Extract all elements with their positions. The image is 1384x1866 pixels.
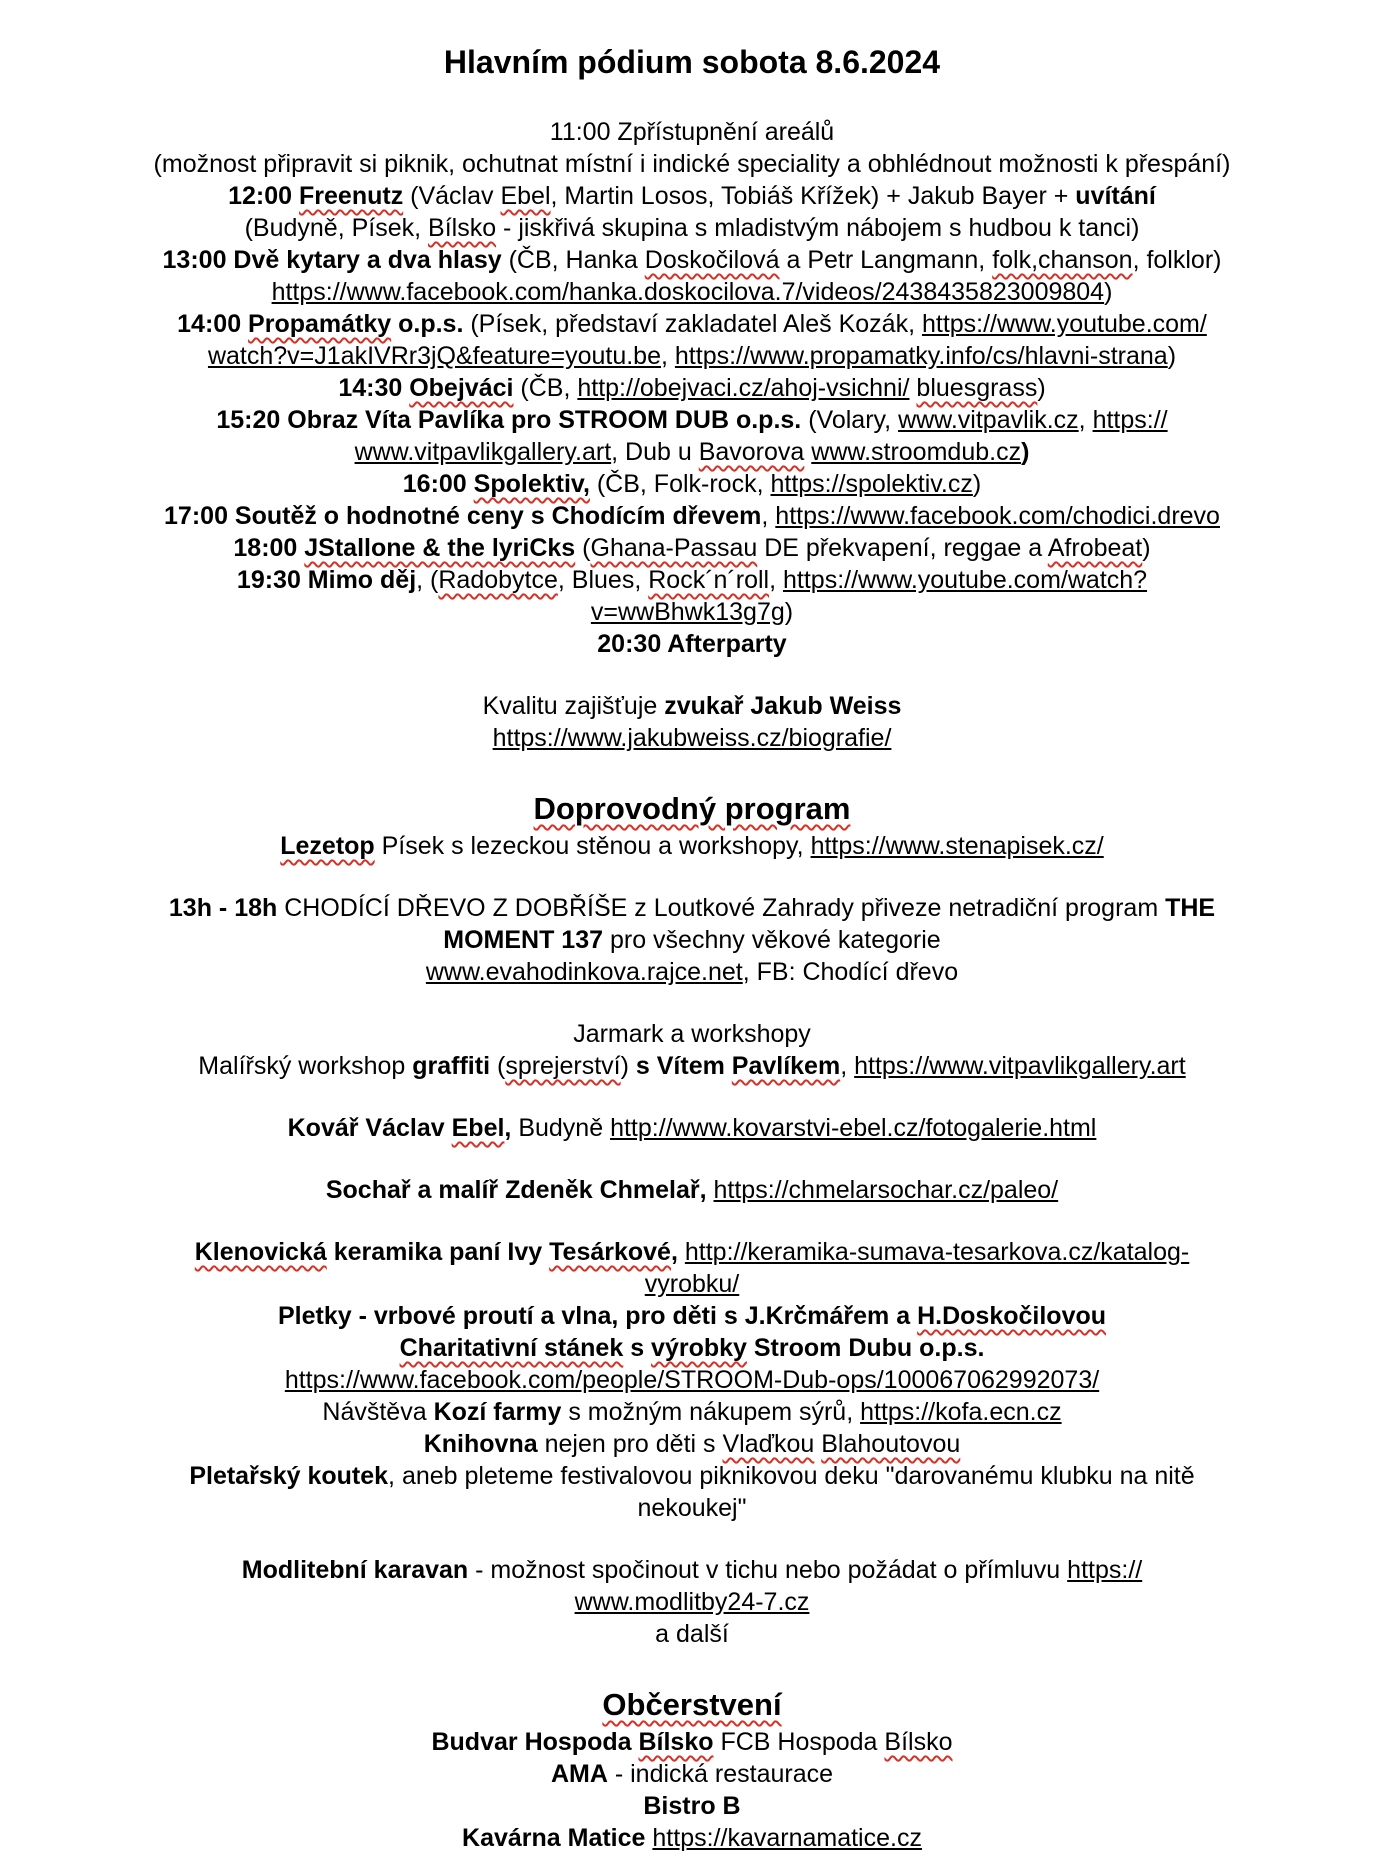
link[interactable]: https://spolektiv.cz xyxy=(770,470,973,498)
food-line: AMA - indická restaurace xyxy=(550,1760,834,1788)
link[interactable]: https://chmelarsochar.cz/paleo/ xyxy=(713,1176,1059,1204)
program-line: Jarmark a workshopy xyxy=(573,1020,811,1048)
program-line xyxy=(60,1586,1324,1618)
schedule-line: 14:30 Obejváci (ČB, http://obejvaci.cz/ahoj-vsichni/ bluesgrass) xyxy=(338,374,1046,402)
program-line: 13h - 18h CHODÍCÍ DŘEVO Z DOBŘÍŠE z Loutkové Zahrady přiveze netradiční program THE xyxy=(168,894,1216,922)
program xyxy=(60,830,1324,1650)
link[interactable]: https://www.facebook.com/chodici.drevo xyxy=(775,502,1220,530)
link[interactable]: https://www.stenapisek.cz/ xyxy=(810,832,1104,860)
program-line: Návštěva Kozí farmy s možným nákupem sýrů, https://kofa.ecn.cz xyxy=(322,1398,1062,1426)
program-line: Knihovna nejen pro děti s Vlaďkou Blahoutovou xyxy=(423,1430,961,1458)
link[interactable]: https://www.facebook.com/people/STROOM-Dub-ops/100067062992073/ xyxy=(284,1366,1100,1394)
link[interactable]: www.modlitby24-7.cz xyxy=(574,1588,810,1616)
link[interactable]: https://kofa.ecn.cz xyxy=(860,1398,1062,1426)
program-line: a další xyxy=(655,1620,729,1648)
program-line: Lezetop Písek s lezeckou stěnou a workshopy, https://www.stenapisek.cz/ xyxy=(280,832,1104,860)
section-title: Občerstvení xyxy=(602,1687,782,1722)
link[interactable]: https://www.propamatky.info/cs/hlavni-strana xyxy=(674,342,1168,370)
sound-credit: Kvalitu zajišťuje zvukař Jakub Weiss https://www.jakubweiss.cz/biografie/ xyxy=(482,692,902,752)
schedule-line: 19:30 Mimo děj, (Radobytce, Blues, Rock´n´roll, https://www.youtube.com/watch? xyxy=(236,566,1148,594)
schedule-line: 20:30 Afterparty xyxy=(597,630,787,658)
food xyxy=(60,1726,1324,1854)
schedule-line: 13:00 Dvě kytary a dva hlasy (ČB, Hanka Doskočilová a Petr Langmann, folk,chanson, folklor) xyxy=(162,246,1222,274)
program-line: MOMENT 137 pro všechny věkové kategorie xyxy=(443,926,941,954)
food-line: Bistro B xyxy=(643,1792,741,1820)
link[interactable]: https://kavarnamatice.cz xyxy=(652,1824,922,1852)
schedule-line: 14:00 Propamátky o.p.s. (Písek, představí zakladatel Aleš Kozák, https://www.youtube.com/ xyxy=(177,310,1207,338)
schedule-line: watch?v=J1akIVRr3jQ&feature=youtu.be, https://www.propamatky.info/cs/hlavni-strana) xyxy=(207,342,1177,370)
schedule-line: 15:20 Obraz Víta Pavlíka pro STROOM DUB o.p.s. (Volary, www.vitpavlik.cz, https:// xyxy=(216,406,1168,434)
schedule-line: https://www.facebook.com/hanka.doskocilova.7/videos/2438435823009804) xyxy=(271,278,1113,306)
link[interactable]: http://obejvaci.cz/ahoj-vsichni/ xyxy=(577,374,910,402)
program-line: Klenovická keramika paní Ivy Tesárkové, http://keramika-sumava-tesarkova.cz/katalog- xyxy=(194,1238,1190,1266)
schedule-line: 16:00 Spolektiv, (ČB, Folk-rock, https://spolektiv.cz) xyxy=(402,470,982,498)
program-line: Kovář Václav Ebel, Budyně http://www.kovarstvi-ebel.cz/fotogalerie.html xyxy=(287,1114,1097,1142)
schedule-line: www.vitpavlikgallery.art, Dub u Bavorova www.stroomdub.cz) xyxy=(354,438,1030,466)
link[interactable]: https://www.youtube.com/ xyxy=(921,310,1207,338)
document-body xyxy=(60,42,1324,1854)
link[interactable]: watch?v=J1akIVRr3jQ&feature=youtu.be xyxy=(207,342,661,370)
link[interactable]: www.vitpavlik.cz xyxy=(898,406,1079,434)
link[interactable]: https://www.youtube.com/watch? xyxy=(783,566,1148,594)
food-line: Budvar Hospoda Bílsko FCB Hospoda Bílsko xyxy=(431,1728,953,1756)
schedule xyxy=(60,116,1324,660)
link[interactable]: www.stroomdub.cz xyxy=(811,438,1022,466)
link[interactable]: https://www.facebook.com/hanka.doskocilova.7/videos/2438435823009804 xyxy=(271,278,1105,306)
program-line: Charitativní stánek s výrobky Stroom Dubu o.p.s. xyxy=(399,1334,985,1362)
page-title: Hlavním pódium sobota 8.6.2024 xyxy=(443,44,941,80)
link[interactable]: http://www.kovarstvi-ebel.cz/fotogalerie.html xyxy=(610,1114,1097,1142)
program-line: Pletky - vrbové proutí a vlna, pro děti s J.Krčmářem a H.Doskočilovou xyxy=(277,1302,1107,1330)
program-line: nekoukej" xyxy=(637,1494,747,1522)
schedule-line: 17:00 Soutěž o hodnotné ceny s Chodícím dřevem, https://www.facebook.com/chodici.drevo xyxy=(164,502,1220,530)
schedule-line: 11:00 Zpřístupnění areálů xyxy=(549,118,835,146)
program-line: Pletařský koutek, aneb pleteme festivalovou piknikovou deku "darovanému klubku na nitě xyxy=(189,1462,1195,1490)
food-line: Kavárna Matice https://kavarnamatice.cz xyxy=(462,1824,922,1852)
link[interactable]: https://www.jakubweiss.cz/biografie/ xyxy=(492,724,892,752)
link[interactable]: vyrobku/ xyxy=(644,1270,740,1298)
program-line: Modlitební karavan - možnost spočinout v tichu nebo požádat o přímluvu https:// xyxy=(241,1556,1143,1584)
link[interactable]: www.vitpavlikgallery.art xyxy=(354,438,612,466)
schedule-line: v=wwBhwk13g7g) xyxy=(590,598,794,626)
program-line xyxy=(60,1268,1324,1300)
link[interactable]: https://www.vitpavlikgallery.art xyxy=(854,1052,1186,1080)
section-title: Doprovodný program xyxy=(533,791,851,826)
program-line: Sochař a malíř Zdeněk Chmelař, https://chmelarsochar.cz/paleo/ xyxy=(325,1176,1059,1204)
link[interactable]: https:// xyxy=(1092,406,1168,434)
link[interactable]: www.evahodinkova.rajce.net xyxy=(425,958,743,986)
link[interactable]: http://keramika-sumava-tesarkova.cz/katalog- xyxy=(684,1238,1190,1266)
program-line: Malířský workshop graffiti (sprejerství) s Vítem Pavlíkem, https://www.vitpavlikgallery.art xyxy=(198,1052,1186,1080)
schedule-line: 12:00 Freenutz (Václav Ebel, Martin Losos, Tobiáš Křížek) + Jakub Bayer + uvítání xyxy=(228,182,1156,210)
program-line xyxy=(60,1364,1324,1396)
program-line: www.evahodinkova.rajce.net, FB: Chodící dřevo xyxy=(425,958,959,986)
link[interactable]: https:// xyxy=(1067,1556,1143,1584)
schedule-line: (Budyně, Písek, Bílsko - jiskřivá skupina s mladistvým nábojem s hudbou k tanci) xyxy=(244,214,1140,242)
schedule-line: (možnost připravit si piknik, ochutnat místní i indické speciality a obhlédnout možnosti k přespání) xyxy=(153,150,1231,178)
schedule-line: 18:00 JStallone & the lyriCks (Ghana-Passau DE překvapení, reggae a Afrobeat) xyxy=(233,534,1151,562)
link[interactable]: v=wwBhwk13g7g xyxy=(590,598,785,626)
